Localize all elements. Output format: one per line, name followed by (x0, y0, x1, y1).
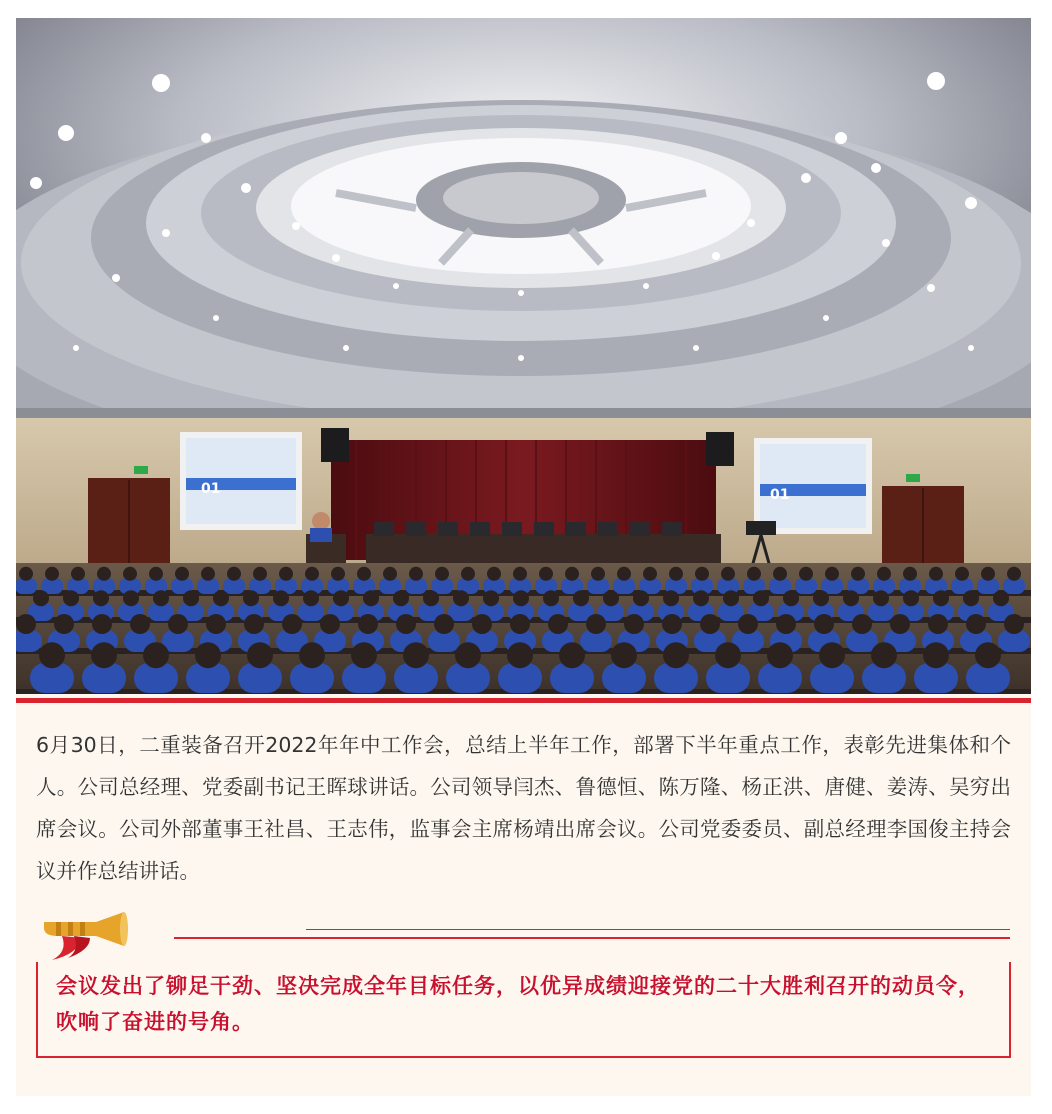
trumpet-icon (38, 908, 128, 962)
article-card (16, 18, 1031, 1096)
highlight-box (36, 962, 1011, 1058)
decorative-line (306, 929, 1010, 930)
meeting-hall-photo (16, 18, 1031, 694)
decorative-line (174, 937, 1010, 939)
left-screen-number: 01 (201, 481, 221, 497)
highlight-text: 会议发出了铆足干劲、坚决完成全年目标任务，以优异成绩迎接党的二十大胜利召开的动员令，吹响了奋进的号角。 (56, 974, 980, 1034)
red-divider-bar (16, 698, 1031, 703)
right-screen-number: 01 (770, 487, 790, 503)
article-paragraph: 6月30日，二重装备召开2022年年中工作会，总结上半年工作，部署下半年重点工作，表彰先进集体和个人。公司总经理、党委副书记王晖球讲话。公司领导闫杰、鲁德恒、陈万隆、杨正洪、唐健、姜涛、吴穷出席会议。公司外部董事王社昌、王志伟，监事会主席杨靖出席会议。公司党委委员、副总经理李国俊主持会议并作总结讲话。 (36, 733, 1011, 883)
